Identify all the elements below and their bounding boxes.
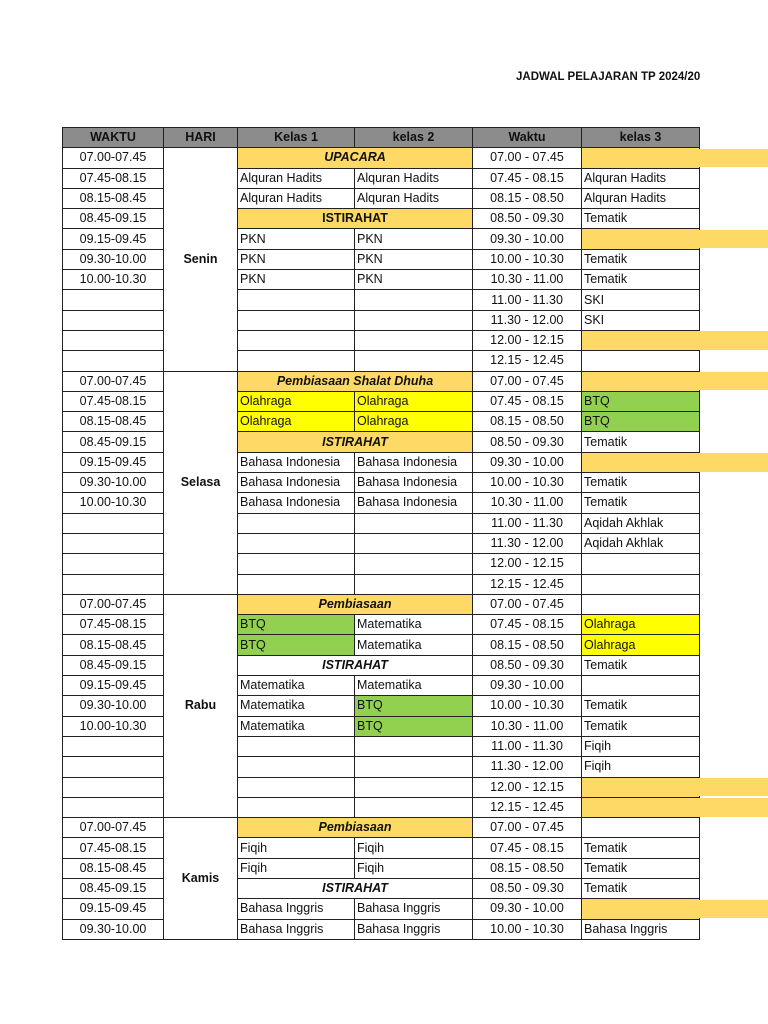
- table-row: [63, 919, 700, 939]
- waktu-cell: 10.00-10.30: [63, 493, 164, 513]
- waktu-cell: [63, 554, 164, 574]
- kelas-1-cell: [238, 351, 355, 371]
- waktu-2-cell: 08.15 - 08.50: [473, 635, 582, 655]
- kelas-1-cell: BTQ: [238, 635, 355, 655]
- table-row: [63, 818, 700, 838]
- waktu-2-cell: 11.30 - 12.00: [473, 757, 582, 777]
- waktu-2-cell: 11.30 - 12.00: [473, 533, 582, 553]
- kelas-2-cell: Bahasa Indonesia: [355, 493, 473, 513]
- waktu-cell: 09.30-10.00: [63, 919, 164, 939]
- kelas-3-cell: Tematik: [582, 493, 700, 513]
- waktu-cell: 09.30-10.00: [63, 473, 164, 493]
- kelas-2-cell: [355, 513, 473, 533]
- waktu-2-cell: 10.30 - 11.00: [473, 716, 582, 736]
- table-row: [63, 371, 700, 391]
- table-row: [63, 452, 700, 472]
- kelas-3-cell: Tematik: [582, 878, 700, 898]
- waktu-2-cell: 07.00 - 07.45: [473, 371, 582, 391]
- orange-fill-extension: [699, 230, 768, 248]
- kelas-2-cell: [355, 554, 473, 574]
- kelas-3-cell: [582, 371, 700, 391]
- kelas-2-cell: Fiqih: [355, 858, 473, 878]
- waktu-cell: 07.45-08.15: [63, 838, 164, 858]
- waktu-cell: 07.45-08.15: [63, 168, 164, 188]
- table-row: [63, 574, 700, 594]
- kelas-3-cell: [582, 676, 700, 696]
- table-row: [63, 716, 700, 736]
- kelas-1-cell: BTQ: [238, 615, 355, 635]
- kelas-1-cell: [238, 290, 355, 310]
- kelas-1-cell: Olahraga: [238, 412, 355, 432]
- kelas-3-cell: Tematik: [582, 249, 700, 269]
- kelas-1-cell: Bahasa Indonesia: [238, 493, 355, 513]
- kelas-2-cell: Alquran Hadits: [355, 188, 473, 208]
- table-row: [63, 351, 700, 371]
- table-row: [63, 432, 700, 452]
- table-row: [63, 736, 700, 756]
- waktu-2-cell: 08.50 - 09.30: [473, 432, 582, 452]
- waktu-2-cell: 11.00 - 11.30: [473, 290, 582, 310]
- table-row: [63, 615, 700, 635]
- waktu-2-cell: 12.15 - 12.45: [473, 574, 582, 594]
- table-row: [63, 229, 700, 249]
- waktu-cell: 07.00-07.45: [63, 371, 164, 391]
- table-row: [63, 249, 700, 269]
- header-waktu-2: Waktu: [473, 128, 582, 148]
- waktu-cell: [63, 736, 164, 756]
- kelas-1-cell: Fiqih: [238, 838, 355, 858]
- kelas-2-cell: BTQ: [355, 716, 473, 736]
- orange-fill-extension: [699, 453, 768, 471]
- kelas-3-cell: [582, 594, 700, 614]
- kelas-3-cell: [582, 351, 700, 371]
- kelas-1-cell: Alquran Hadits: [238, 188, 355, 208]
- waktu-cell: [63, 797, 164, 817]
- waktu-2-cell: 08.50 - 09.30: [473, 655, 582, 675]
- day-cell: Senin: [164, 148, 238, 371]
- table-row: [63, 473, 700, 493]
- table-row: [63, 270, 700, 290]
- kelas-1-cell: [238, 797, 355, 817]
- waktu-2-cell: 07.45 - 08.15: [473, 615, 582, 635]
- orange-fill-extension: [699, 778, 768, 796]
- kelas-3-cell: Tematik: [582, 655, 700, 675]
- waktu-cell: 07.45-08.15: [63, 615, 164, 635]
- waktu-cell: 09.15-09.45: [63, 452, 164, 472]
- orange-fill-extension: [699, 900, 768, 918]
- kelas-3-cell: BTQ: [582, 412, 700, 432]
- kelas-2-cell: PKN: [355, 270, 473, 290]
- waktu-cell: [63, 533, 164, 553]
- kelas-3-cell: Alquran Hadits: [582, 188, 700, 208]
- table-row: [63, 838, 700, 858]
- kelas-1-cell: [238, 513, 355, 533]
- kelas-3-cell: Olahraga: [582, 635, 700, 655]
- waktu-2-cell: 09.30 - 10.00: [473, 676, 582, 696]
- table-row: [63, 188, 700, 208]
- waktu-cell: 08.45-09.15: [63, 655, 164, 675]
- orange-fill-extension: [699, 149, 768, 167]
- table-row: [63, 513, 700, 533]
- header-hari: HARI: [164, 128, 238, 148]
- waktu-cell: 07.00-07.45: [63, 594, 164, 614]
- waktu-2-cell: 10.00 - 10.30: [473, 249, 582, 269]
- orange-fill-extension: [699, 372, 768, 390]
- waktu-2-cell: 07.00 - 07.45: [473, 148, 582, 168]
- waktu-2-cell: 10.30 - 11.00: [473, 270, 582, 290]
- kelas-1-cell: Fiqih: [238, 858, 355, 878]
- merged-activity-cell: Pembiasaan: [238, 818, 473, 838]
- kelas-2-cell: PKN: [355, 249, 473, 269]
- waktu-cell: 08.15-08.45: [63, 412, 164, 432]
- kelas-3-cell: Tematik: [582, 838, 700, 858]
- table-row: [63, 777, 700, 797]
- waktu-2-cell: 08.15 - 08.50: [473, 188, 582, 208]
- orange-fill-extension: [699, 331, 768, 349]
- waktu-2-cell: 12.00 - 12.15: [473, 330, 582, 350]
- kelas-3-cell: Alquran Hadits: [582, 168, 700, 188]
- kelas-3-cell: [582, 899, 700, 919]
- kelas-1-cell: [238, 310, 355, 330]
- kelas-2-cell: PKN: [355, 229, 473, 249]
- kelas-1-cell: Olahraga: [238, 391, 355, 411]
- day-cell: Kamis: [164, 818, 238, 940]
- kelas-3-cell: BTQ: [582, 391, 700, 411]
- kelas-1-cell: PKN: [238, 229, 355, 249]
- kelas-2-cell: Matematika: [355, 676, 473, 696]
- waktu-2-cell: 10.00 - 10.30: [473, 696, 582, 716]
- waktu-2-cell: 10.30 - 11.00: [473, 493, 582, 513]
- kelas-2-cell: [355, 351, 473, 371]
- kelas-3-cell: [582, 554, 700, 574]
- merged-activity-cell: Pembiasaan: [238, 594, 473, 614]
- header-kelas-3: kelas 3: [582, 128, 700, 148]
- waktu-2-cell: 07.45 - 08.15: [473, 838, 582, 858]
- day-cell: Selasa: [164, 371, 238, 594]
- kelas-3-cell: [582, 229, 700, 249]
- kelas-1-cell: Bahasa Indonesia: [238, 473, 355, 493]
- table-row: [63, 635, 700, 655]
- header-kelas-2: kelas 2: [355, 128, 473, 148]
- waktu-cell: [63, 290, 164, 310]
- kelas-2-cell: [355, 757, 473, 777]
- table-row: [63, 899, 700, 919]
- waktu-cell: 08.45-09.15: [63, 878, 164, 898]
- kelas-3-cell: Olahraga: [582, 615, 700, 635]
- kelas-2-cell: [355, 533, 473, 553]
- orange-fill-extension: [699, 798, 768, 816]
- table-row: [63, 858, 700, 878]
- waktu-cell: 07.00-07.45: [63, 818, 164, 838]
- kelas-3-cell: [582, 330, 700, 350]
- table-row: [63, 676, 700, 696]
- kelas-2-cell: Bahasa Inggris: [355, 899, 473, 919]
- kelas-1-cell: [238, 554, 355, 574]
- kelas-1-cell: Bahasa Inggris: [238, 899, 355, 919]
- waktu-cell: 08.15-08.45: [63, 635, 164, 655]
- waktu-2-cell: 09.30 - 10.00: [473, 229, 582, 249]
- kelas-3-cell: Fiqih: [582, 736, 700, 756]
- kelas-3-cell: Tematik: [582, 696, 700, 716]
- waktu-cell: 08.15-08.45: [63, 188, 164, 208]
- waktu-2-cell: 12.00 - 12.15: [473, 554, 582, 574]
- kelas-2-cell: Bahasa Indonesia: [355, 473, 473, 493]
- kelas-2-cell: [355, 574, 473, 594]
- waktu-2-cell: 11.30 - 12.00: [473, 310, 582, 330]
- table-row: [63, 290, 700, 310]
- waktu-cell: 07.00-07.45: [63, 148, 164, 168]
- kelas-2-cell: BTQ: [355, 696, 473, 716]
- kelas-3-cell: SKI: [582, 290, 700, 310]
- kelas-1-cell: PKN: [238, 270, 355, 290]
- kelas-3-cell: [582, 818, 700, 838]
- table-row: [63, 209, 700, 229]
- waktu-cell: [63, 351, 164, 371]
- merged-activity-cell: UPACARA: [238, 148, 473, 168]
- kelas-1-cell: [238, 757, 355, 777]
- kelas-3-cell: [582, 452, 700, 472]
- schedule-table: [62, 127, 700, 940]
- kelas-1-cell: [238, 330, 355, 350]
- kelas-2-cell: Olahraga: [355, 412, 473, 432]
- kelas-3-cell: Tematik: [582, 473, 700, 493]
- table-row: [63, 696, 700, 716]
- merged-activity-cell: ISTIRAHAT: [238, 209, 473, 229]
- merged-activity-cell: ISTIRAHAT: [238, 655, 473, 675]
- kelas-3-cell: [582, 574, 700, 594]
- merged-activity-cell: ISTIRAHAT: [238, 878, 473, 898]
- kelas-2-cell: Olahraga: [355, 391, 473, 411]
- waktu-2-cell: 09.30 - 10.00: [473, 899, 582, 919]
- header-row: [63, 128, 700, 148]
- kelas-1-cell: PKN: [238, 249, 355, 269]
- table-row: [63, 493, 700, 513]
- kelas-2-cell: [355, 310, 473, 330]
- waktu-cell: [63, 777, 164, 797]
- table-row: [63, 655, 700, 675]
- kelas-1-cell: Matematika: [238, 716, 355, 736]
- waktu-2-cell: 11.00 - 11.30: [473, 736, 582, 756]
- waktu-2-cell: 12.15 - 12.45: [473, 797, 582, 817]
- table-row: [63, 330, 700, 350]
- kelas-3-cell: [582, 777, 700, 797]
- kelas-2-cell: Alquran Hadits: [355, 168, 473, 188]
- waktu-2-cell: 08.15 - 08.50: [473, 858, 582, 878]
- kelas-3-cell: Fiqih: [582, 757, 700, 777]
- waktu-cell: [63, 574, 164, 594]
- waktu-2-cell: 08.50 - 09.30: [473, 209, 582, 229]
- kelas-1-cell: Bahasa Inggris: [238, 919, 355, 939]
- waktu-cell: [63, 310, 164, 330]
- kelas-2-cell: [355, 797, 473, 817]
- table-row: [63, 412, 700, 432]
- kelas-3-cell: Tematik: [582, 716, 700, 736]
- schedule-body: [63, 148, 700, 940]
- waktu-2-cell: 09.30 - 10.00: [473, 452, 582, 472]
- table-row: [63, 168, 700, 188]
- table-row: [63, 757, 700, 777]
- waktu-cell: 10.00-10.30: [63, 270, 164, 290]
- kelas-1-cell: Bahasa Indonesia: [238, 452, 355, 472]
- waktu-cell: 08.15-08.45: [63, 858, 164, 878]
- waktu-2-cell: 12.00 - 12.15: [473, 777, 582, 797]
- waktu-2-cell: 08.50 - 09.30: [473, 878, 582, 898]
- waktu-cell: [63, 330, 164, 350]
- waktu-cell: 08.45-09.15: [63, 432, 164, 452]
- kelas-3-cell: [582, 797, 700, 817]
- waktu-cell: 10.00-10.30: [63, 716, 164, 736]
- kelas-3-cell: Aqidah Akhlak: [582, 513, 700, 533]
- waktu-2-cell: 07.45 - 08.15: [473, 391, 582, 411]
- waktu-cell: 09.30-10.00: [63, 696, 164, 716]
- kelas-1-cell: [238, 533, 355, 553]
- table-row: [63, 533, 700, 553]
- kelas-3-cell: Bahasa Inggris: [582, 919, 700, 939]
- kelas-1-cell: [238, 736, 355, 756]
- waktu-2-cell: 07.45 - 08.15: [473, 168, 582, 188]
- kelas-1-cell: [238, 574, 355, 594]
- waktu-cell: [63, 757, 164, 777]
- table-row: [63, 797, 700, 817]
- waktu-cell: 09.15-09.45: [63, 899, 164, 919]
- kelas-3-cell: [582, 148, 700, 168]
- table-row: [63, 554, 700, 574]
- merged-activity-cell: Pembiasaan Shalat Dhuha: [238, 371, 473, 391]
- kelas-3-cell: Tematik: [582, 209, 700, 229]
- document-title: JADWAL PELAJARAN TP 2024/20: [516, 71, 701, 83]
- waktu-cell: 07.45-08.15: [63, 391, 164, 411]
- header-kelas-1: Kelas 1: [238, 128, 355, 148]
- kelas-3-cell: SKI: [582, 310, 700, 330]
- waktu-2-cell: 08.15 - 08.50: [473, 412, 582, 432]
- header-waktu: WAKTU: [63, 128, 164, 148]
- waktu-cell: 09.15-09.45: [63, 229, 164, 249]
- kelas-3-cell: Tematik: [582, 858, 700, 878]
- day-cell: Rabu: [164, 594, 238, 817]
- waktu-cell: 08.45-09.15: [63, 209, 164, 229]
- waktu-2-cell: 10.00 - 10.30: [473, 473, 582, 493]
- table-row: [63, 594, 700, 614]
- kelas-1-cell: [238, 777, 355, 797]
- waktu-cell: [63, 513, 164, 533]
- kelas-2-cell: Fiqih: [355, 838, 473, 858]
- waktu-2-cell: 07.00 - 07.45: [473, 818, 582, 838]
- kelas-2-cell: [355, 777, 473, 797]
- table-row: [63, 391, 700, 411]
- table-row: [63, 310, 700, 330]
- kelas-2-cell: Bahasa Inggris: [355, 919, 473, 939]
- waktu-cell: 09.30-10.00: [63, 249, 164, 269]
- kelas-2-cell: Matematika: [355, 615, 473, 635]
- kelas-2-cell: [355, 736, 473, 756]
- table-row: [63, 878, 700, 898]
- waktu-2-cell: 11.00 - 11.30: [473, 513, 582, 533]
- table-row: [63, 148, 700, 168]
- kelas-2-cell: [355, 290, 473, 310]
- kelas-2-cell: Matematika: [355, 635, 473, 655]
- waktu-2-cell: 10.00 - 10.30: [473, 919, 582, 939]
- kelas-1-cell: Alquran Hadits: [238, 168, 355, 188]
- kelas-3-cell: Tematik: [582, 432, 700, 452]
- kelas-2-cell: Bahasa Indonesia: [355, 452, 473, 472]
- kelas-2-cell: [355, 330, 473, 350]
- waktu-2-cell: 12.15 - 12.45: [473, 351, 582, 371]
- kelas-1-cell: Matematika: [238, 696, 355, 716]
- waktu-2-cell: 07.00 - 07.45: [473, 594, 582, 614]
- kelas-1-cell: Matematika: [238, 676, 355, 696]
- kelas-3-cell: Tematik: [582, 270, 700, 290]
- merged-activity-cell: ISTIRAHAT: [238, 432, 473, 452]
- waktu-cell: 09.15-09.45: [63, 676, 164, 696]
- kelas-3-cell: Aqidah Akhlak: [582, 533, 700, 553]
